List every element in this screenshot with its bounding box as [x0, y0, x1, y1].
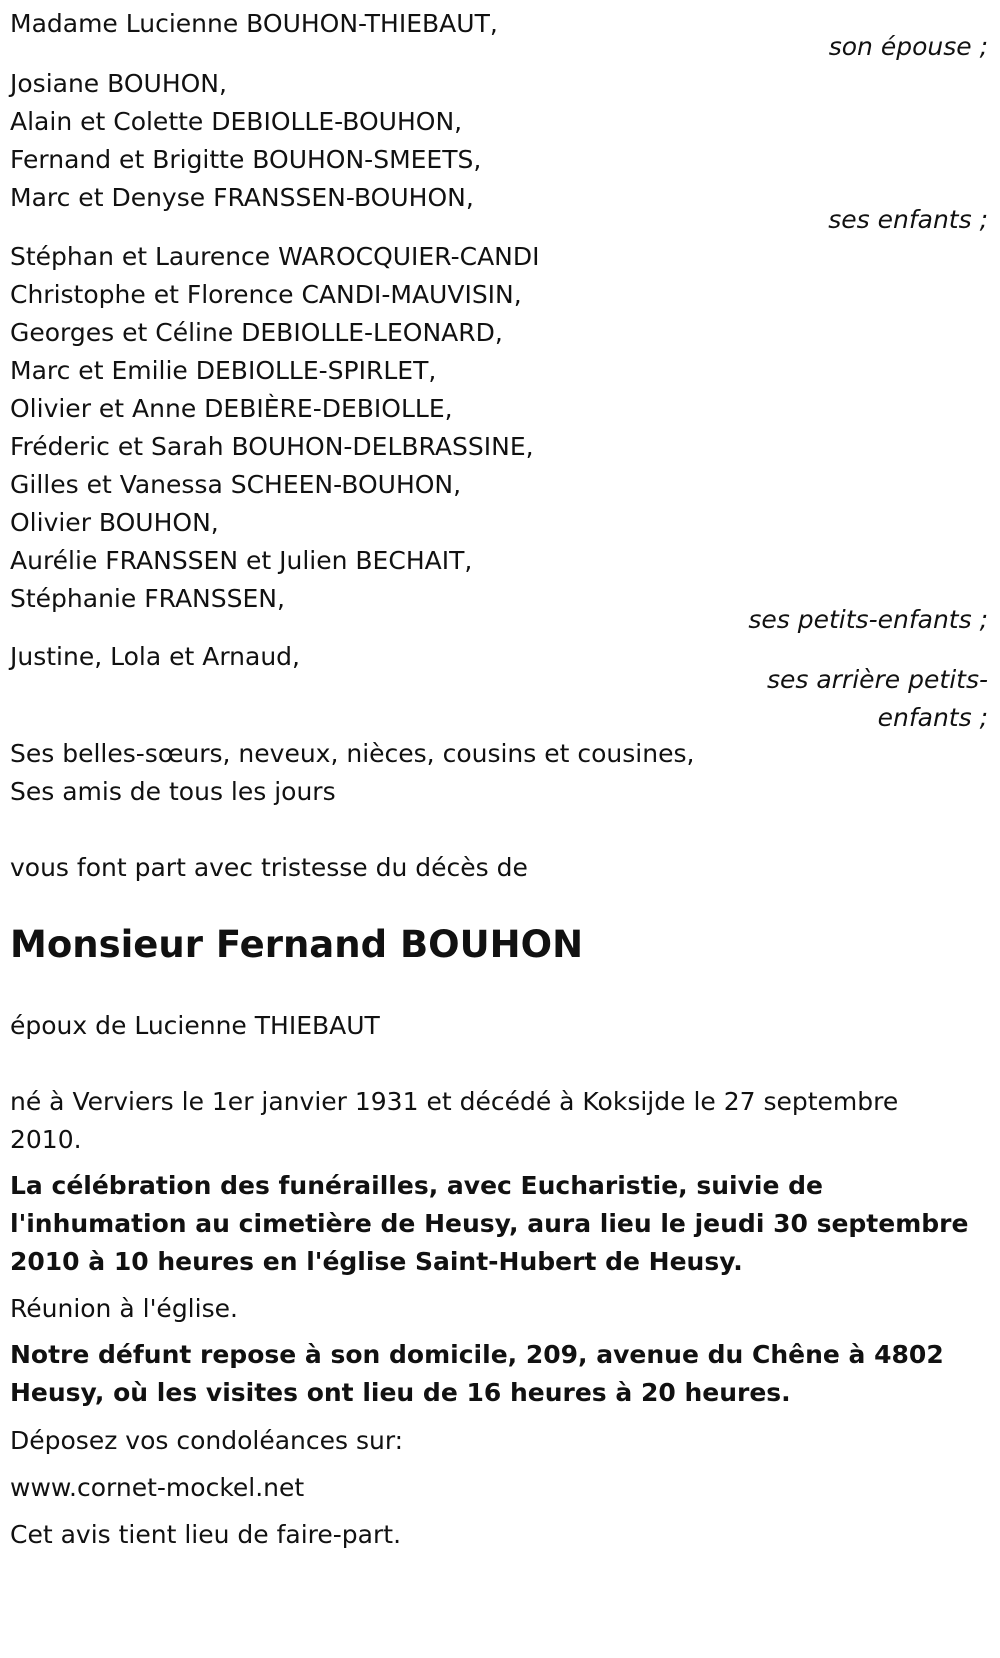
- grandchild-name: Olivier BOUHON,: [10, 508, 219, 537]
- grandchild-name: Gilles et Vanessa SCHEEN-BOUHON,: [10, 470, 462, 499]
- others-line: Ses amis de tous les jours: [10, 777, 336, 806]
- birth-death-text: né à Verviers le 1er janvier 1931 et décédé à Koksijde le 27 septembre 2010.: [10, 1087, 899, 1154]
- children-list: [10, 65, 481, 217]
- child-name: Alain et Colette DEBIOLLE-BOUHON,: [10, 107, 463, 136]
- meeting-text: Réunion à l'église.: [10, 1294, 238, 1323]
- child-name: Fernand et Brigitte BOUHON-SMEETS,: [10, 145, 482, 174]
- spouse-relation: son épouse ;: [828, 32, 988, 61]
- great-grandchildren-relation-line1: ses arrière petits-: [766, 665, 988, 694]
- deceased-name: Monsieur Fernand BOUHON: [10, 923, 584, 966]
- others-list: [10, 735, 694, 811]
- website-link[interactable]: www.cornet-mockel.net: [10, 1473, 305, 1502]
- condolences-label: Déposez vos condoléances sur:: [10, 1426, 404, 1455]
- grandchild-name: Fréderic et Sarah BOUHON-DELBRASSINE,: [10, 432, 534, 461]
- grandchild-name: Stéphan et Laurence WAROCQUIER-CANDI: [10, 242, 540, 271]
- child-name: Josiane BOUHON,: [10, 69, 227, 98]
- grandchildren-relation: ses petits-enfants ;: [748, 605, 988, 634]
- announcement-text: vous font part avec tristesse du décès de: [10, 853, 528, 882]
- grandchild-name: Stéphanie FRANSSEN,: [10, 584, 285, 613]
- spouse-name: Madame Lucienne BOUHON-THIEBAUT,: [10, 9, 498, 38]
- funeral-text: La célébration des funérailles, avec Eucharistie, suivie de l'inhumation au cimetière de Heusy, aura lieu le jeudi 30 septembre 2010 à 10 heures en l'église Saint-Hubert de Heusy.: [10, 1171, 969, 1276]
- others-line: Ses belles-sœurs, neveux, nièces, cousins et cousines,: [10, 739, 695, 768]
- children-relation: ses enfants ;: [828, 205, 988, 234]
- grandchild-name: Christophe et Florence CANDI-MAUVISIN,: [10, 280, 522, 309]
- spouse-of: époux de Lucienne THIEBAUT: [10, 1011, 380, 1040]
- grandchild-name: Olivier et Anne DEBIÈRE-DEBIOLLE,: [10, 394, 453, 423]
- child-name: Marc et Denyse FRANSSEN-BOUHON,: [10, 183, 474, 212]
- notice-text: Cet avis tient lieu de faire-part.: [10, 1520, 402, 1549]
- great-grandchildren-relation: [767, 661, 988, 737]
- grandchild-name: Marc et Emilie DEBIOLLE-SPIRLET,: [10, 356, 437, 385]
- great-grandchildren-names: Justine, Lola et Arnaud,: [10, 642, 301, 671]
- grandchild-name: Georges et Céline DEBIOLLE-LEONARD,: [10, 318, 503, 347]
- rest-text: Notre défunt repose à son domicile, 209, avenue du Chêne à 4802 Heusy, où les visites ont lieu de 16 heures à 20 heures.: [10, 1340, 944, 1407]
- great-grandchildren-relation-line2: enfants ;: [877, 703, 988, 732]
- grandchildren-list: [10, 238, 540, 618]
- grandchild-name: Aurélie FRANSSEN et Julien BECHAIT,: [10, 546, 473, 575]
